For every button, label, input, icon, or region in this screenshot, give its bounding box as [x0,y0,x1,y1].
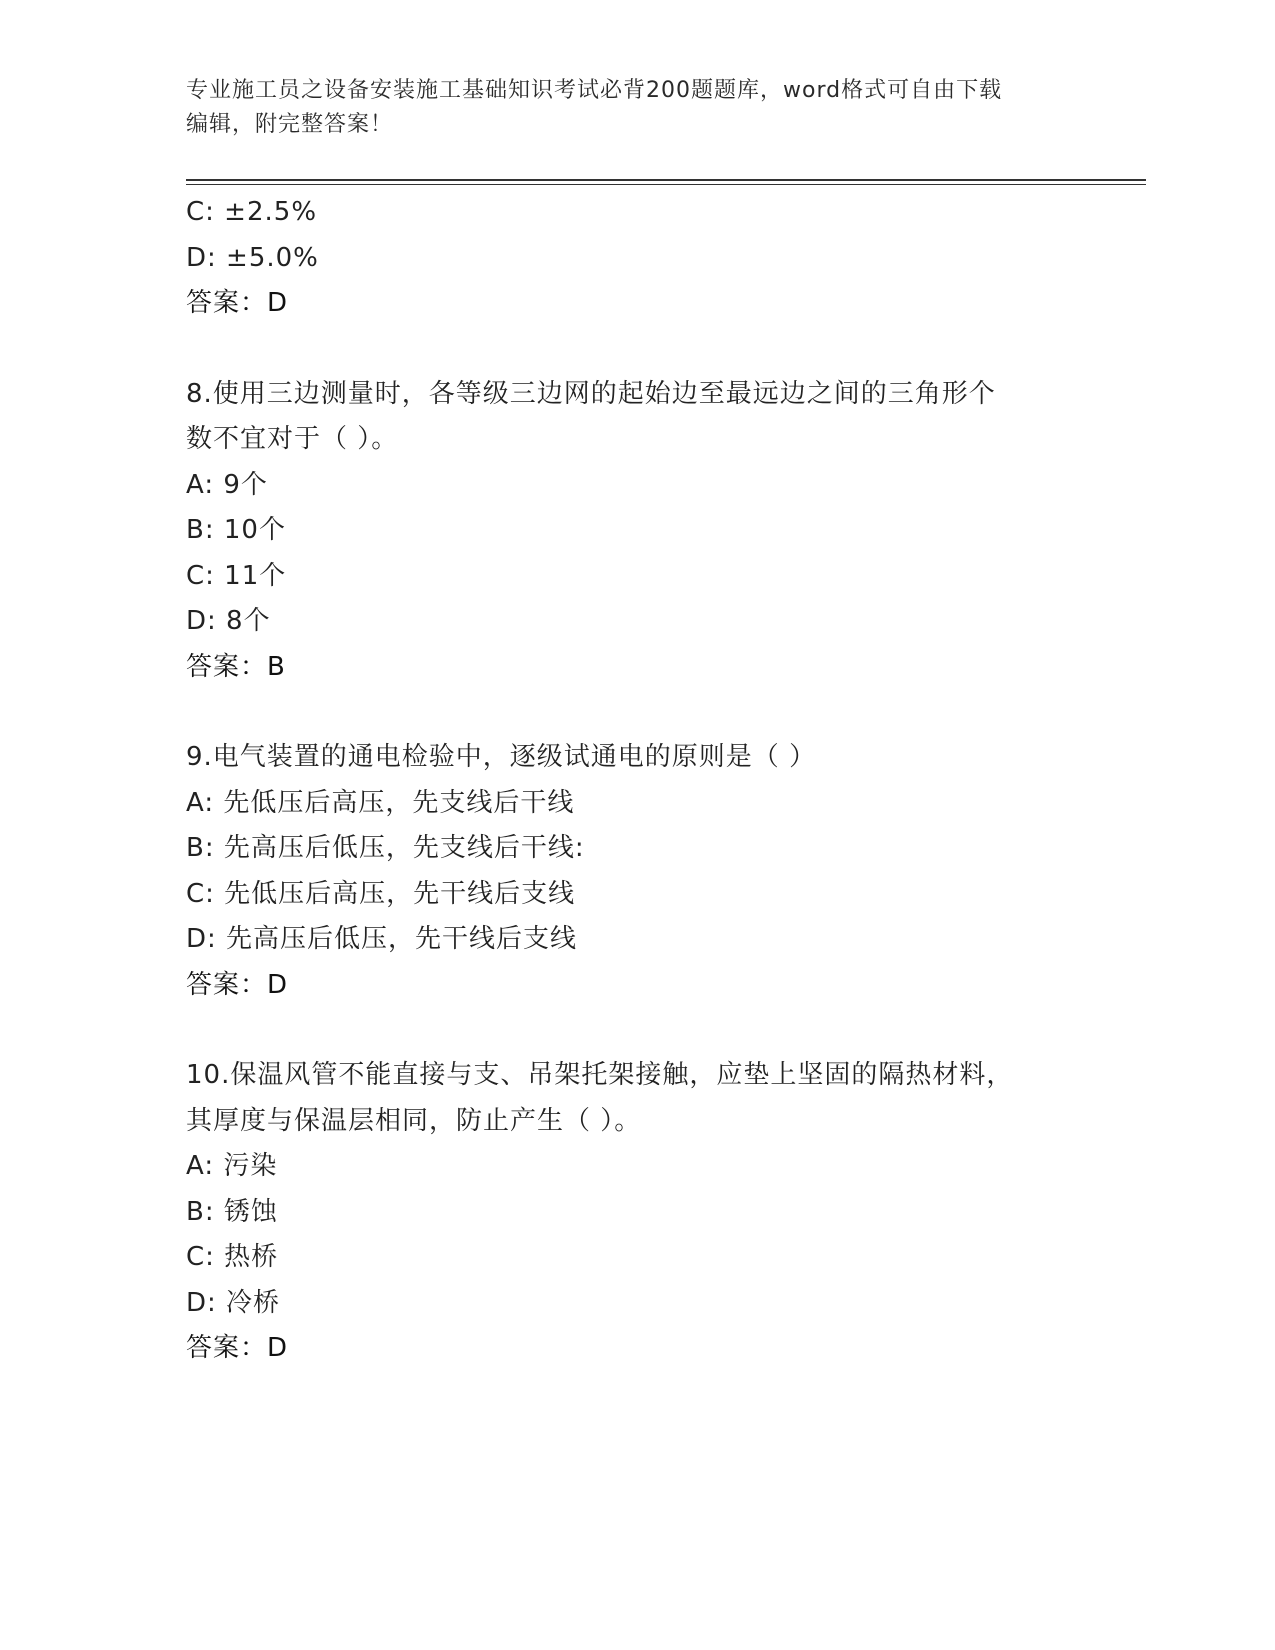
answer-line: 答案：D [186,288,289,318]
answer-line: 答案：B [186,651,286,682]
document-header [186,74,1066,142]
option-d: D: 冷桥 [186,1287,281,1318]
answer-line: 答案：D [186,969,289,1000]
question-block-10 [186,1053,1086,1372]
answer-line: 答案：D [186,1333,289,1363]
option-b: B: 先高压后低压，先支线后干线: [186,833,585,863]
header-divider-thin [186,184,1146,185]
spacer [186,1008,1086,1053]
question-list [186,190,1086,1372]
spacer [186,327,1086,372]
question-block-9 [186,735,1086,1008]
question-stem: 9.电气装置的通电检验中，逐级试通电的原则是（ ） [186,742,817,772]
question-stem-cont: 其厚度与保温层相同，防止产生（ ）。 [186,1105,642,1136]
header-divider-thick [186,179,1146,181]
option-c: C: ±2.5% [186,197,318,227]
option-d: D: 先高压后低压，先干线后支线 [186,924,578,954]
option-c: C: 11个 [186,560,287,591]
option-d: D: ±5.0% [186,242,319,273]
question-block-8 [186,372,1086,691]
option-c: C: 热桥 [186,1242,279,1272]
question-stem: 10.保温风管不能直接与支、吊架托架接触，应垫上坚固的隔热材料， [186,1060,1014,1090]
option-d: D: 8个 [186,606,271,636]
header-line-1: 专业施工员之设备安装施工基础知识考试必背200题题库，word格式可自由下载 [186,78,1003,103]
spacer [186,690,1086,735]
question-stem: 8.使用三边测量时，各等级三边网的起始边至最远边之间的三角形个 [186,378,996,409]
option-c: C: 先低压后高压，先干线后支线 [186,878,576,909]
option-b: B: 锈蚀 [186,1196,278,1227]
question-block-7 [186,190,1086,327]
option-a: A: 9个 [186,469,268,500]
option-b: B: 10个 [186,515,286,545]
header-line-2: 编辑，附完整答案！ [186,112,394,137]
option-a: A: 先低压后高压，先支线后干线 [186,787,575,818]
option-a: A: 污染 [186,1151,278,1181]
question-stem-cont: 数不宜对于（ ）。 [186,424,399,454]
